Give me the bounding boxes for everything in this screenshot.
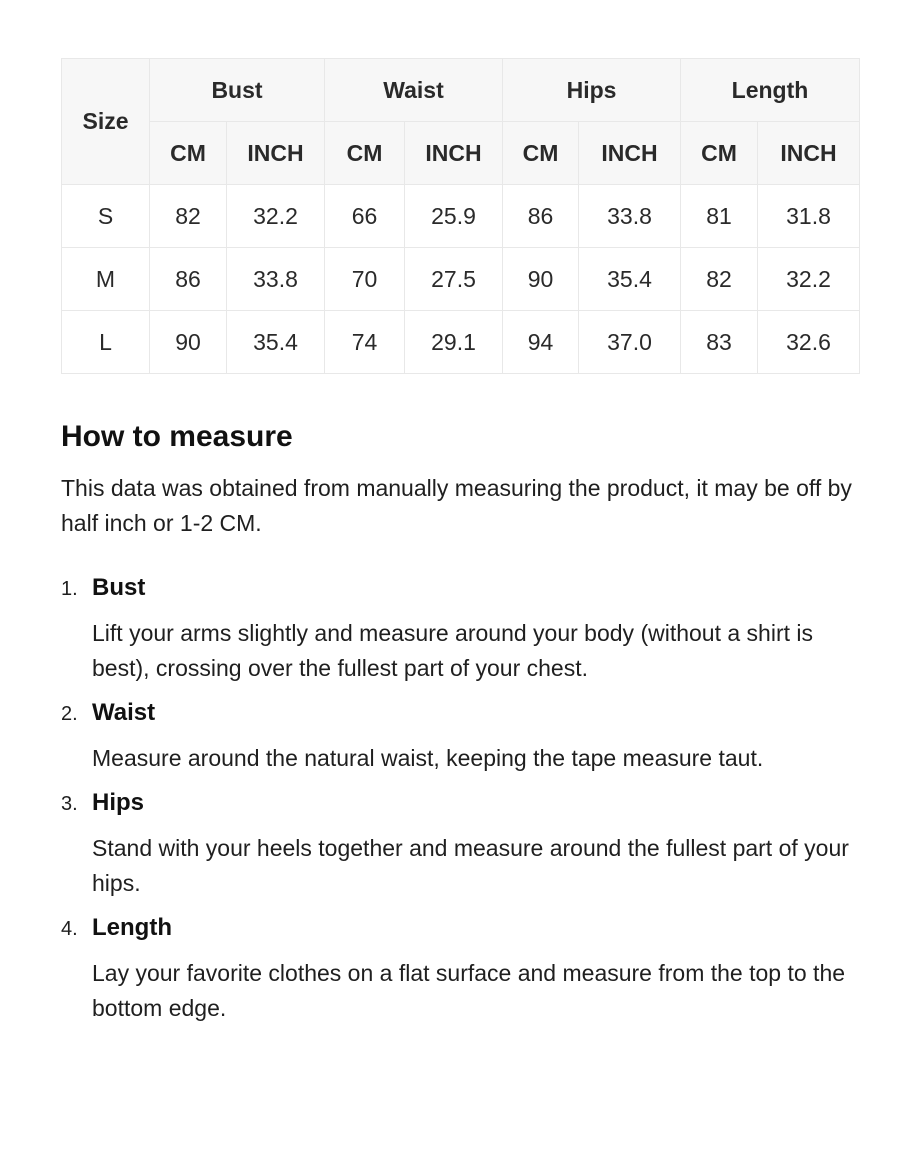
value-cell: 35.4 [227,311,325,374]
step-description: Lift your arms slightly and measure around your body (without a shirt is best), crossing over the fullest part of your chest. [92,620,813,681]
value-cell: 94 [503,311,579,374]
value-cell: 70 [325,248,405,311]
table-row [62,248,860,311]
value-cell: 31.8 [758,185,860,248]
step-number: 2. [61,703,78,725]
step-heading [61,913,859,944]
how-to-measure-heading: How to measure [61,420,293,453]
value-cell: 82 [681,248,758,311]
value-cell: 25.9 [405,185,503,248]
value-cell: 66 [325,185,405,248]
step-heading [61,698,859,729]
value-cell: 33.8 [579,185,681,248]
value-cell: 32.6 [758,311,860,374]
table-row [62,311,860,374]
step-heading [61,788,859,819]
length-inch-header: INCH [758,122,860,185]
step-title-length: Length [92,914,172,941]
measure-disclaimer-text: This data was obtained from manually measuring the product, it may be off by half inch or 1-2 CM. [61,475,852,536]
value-cell: 90 [503,248,579,311]
size-cell: S [62,185,150,248]
value-cell: 37.0 [579,311,681,374]
size-column-header: Size [62,59,150,185]
length-cm-header: CM [681,122,758,185]
step-number: 3. [61,793,78,815]
list-item [61,698,859,776]
step-description: Stand with your heels together and measure around the fullest part of your hips. [92,835,849,896]
list-item [61,573,859,686]
value-cell: 29.1 [405,311,503,374]
value-cell: 86 [503,185,579,248]
size-cell: L [62,311,150,374]
step-title-bust: Bust [92,574,146,601]
value-cell: 74 [325,311,405,374]
value-cell: 33.8 [227,248,325,311]
value-cell: 32.2 [758,248,860,311]
measure-steps-list [61,573,859,1026]
value-cell: 83 [681,311,758,374]
table-header-row-groups [62,59,860,122]
length-group-header: Length [681,59,860,122]
step-title-waist: Waist [92,699,156,726]
hips-cm-header: CM [503,122,579,185]
waist-inch-header: INCH [405,122,503,185]
hips-group-header: Hips [503,59,681,122]
hips-inch-header: INCH [579,122,681,185]
waist-group-header: Waist [325,59,503,122]
value-cell: 35.4 [579,248,681,311]
list-item [61,913,859,1026]
size-chart-table [61,58,860,374]
bust-cm-header: CM [150,122,227,185]
table-row [62,185,860,248]
bust-inch-header: INCH [227,122,325,185]
value-cell: 82 [150,185,227,248]
waist-cm-header: CM [325,122,405,185]
value-cell: 81 [681,185,758,248]
step-heading [61,573,859,604]
step-title-hips: Hips [92,789,145,816]
size-cell: M [62,248,150,311]
step-description: Lay your favorite clothes on a flat surface and measure from the top to the bottom edge. [92,960,846,1021]
step-number: 1. [61,578,78,600]
table-header-row-units [62,122,860,185]
value-cell: 90 [150,311,227,374]
step-description: Measure around the natural waist, keeping the tape measure taut. [92,745,764,771]
value-cell: 32.2 [227,185,325,248]
value-cell: 27.5 [405,248,503,311]
list-item [61,788,859,901]
step-number: 4. [61,918,78,940]
value-cell: 86 [150,248,227,311]
bust-group-header: Bust [150,59,325,122]
